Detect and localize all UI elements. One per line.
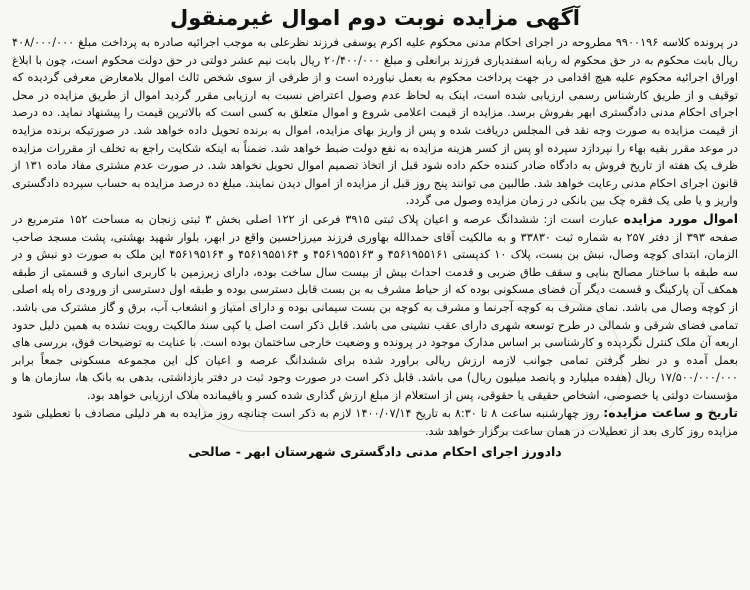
property-text: عبارت است از: ششدانگ عرصه و اعیان پلاک ثبتی ۳۹۱۵ فرعی از ۱۲۲ اصلی بخش ۳ ثبتی زنجان به مساحت ۱۵۲ مترمربع در صفحه ۳۹۳ از دفتر ۲۵۷ به شماره ثبت ۳۳۸۳۰ و به مالکیت آقای حمدالله بهاوری فرزند میرزاحسین واقع در ابهر، بلوار شهید بهشتی، پشت مسجد صاحب الزمان، ابتدای کوچه وصال، نبش بن بست، پلاک ۱۰ کدپستی ۴۵۶۱۹۵۵۱۶۱ و ۴۵۶۱۹۵۵۱۶۳ و ۴۵۶۱۹۵۵۱۶۴ و ۴۵۶۱۹۵۱۶۴ این ملک به صورت دو نبش و در سه طبقه با ساختار مصالح بنایی و سقف طاق ضربی و قدمت احداث بیش از بیست سال ساخت بوده، دارای زیرزمین با کاربری انباری و قسمتی از طبقه همکف آن پارکینگ و قسمت دیگر آن فضای مسکونی بوده که از حیاط مشرف به بن بست قابل دسترسی بوده و طبقه اول دسترسی از ورودی راه پله اصلی از کوچه وصال می باشد. نمای مشرف به کوچه آجرنما و مشرف به کوچه بن بست سیمانی بوده و دارای امتیاز و انشعاب آب، برق و گاز مشترک می باشد. تمامی فضای شرقی و شمالی در طرح توسعه شهری دارای عقب نشینی می باشد. قابل ذکر است اصل یا کپی سند مالکیت رویت نشده به همین دلیل حدود اربعه آن ملک کنترل نگردیده و کارشناسی بر اساس مدارک موجود در پرونده و وضعیت خارجی ساختمان بوده است. با عنایت به توضیحات فوق، بررسی های بعمل آمده و در نظر گرفتن تمامی جوانب لازمه ارزش ریالی براورد شده برای ششدانگ عرصه و اعیان کل این مجموعه مسکونی جمعاً برابر ۱۷/۵۰۰/۰۰۰/۰۰۰ ریال (هفده میلیارد و پانصد میلیون ریال) می باشد. قابل ذکر است در صورت وجود ثبت در دفتر بازداشتی، بدهی به بانک ها، سازمان ها و مؤسسات دولتی یا خصوصی، اشخاص حقیقی یا حقوقی، پس از استعلام از مبلغ ارزش گذاری شده کسر و باقیمانده ملاک ارزیابی خواهد بود. (12, 212, 738, 402)
date-text: روز چهارشنبه ساعت ۸ تا ۸:۳۰ به تاریخ ۱۴۰۰/۰۷/۱۴ لازم به ذکر است چنانچه روز مزایده به هر دلیلی مصادف با تعطیلی شود مزایده روز کاری بعد از تعطیلات در همان ساعت برگزار خواهد شد. (12, 407, 738, 439)
date-label: تاریخ و ساعت مزایده: (603, 405, 739, 421)
signature-line: دادورز اجرای احکام مدنی دادگستری شهرستان ابهر - صالحی (188, 443, 562, 459)
property-label: اموال مورد مزایده (623, 210, 738, 226)
intro-paragraph: در پرونده کلاسه ۹۹۰۰۱۹۶ مطروحه در اجرای احکام مدنی محکوم علیه اکرم یوسفی فرزند نظرعلی به موجب اجرائیه صادره به پرداخت مبلغ ۴۰۸/۰۰۰/۰۰۰ ریال بابت محکوم به در حق محکوم له ربابه اسفندیاری فرزند برانعلی و مبلغ ۲۰/۴۰۰/۰۰۰ ریال بابت نیم عشر دولتی در حق دولت محکوم است، چون با ابلاغ اوراق اجرائیه محکوم علیه هیچ اقدامی در جهت پرداخت محکوم به بعمل نیاورده است و از طرفی از سوی شخص ثالث اموال بلامعارض معرفی گردیده که توقیف و از طریق کارشناس رسمی ارزیابی شده است، اینک به لحاظ عدم وصول اعتراض نسبت به ارزیابی مقرر گردید اموال از طریق مزایده در محل اجرای احکام مدنی دادگستری ابهر بفروش برسد. مزایده از قیمت اعلامی شروع و اموال متعلق به کسی است که بالاترین قیمت را پیشنهاد نماید. ده درصد از قیمت مزایده به صورت وجه نقد فی المجلس دریافت شده و پس از واریز بهای مزایده، اموال به برنده تحویل داده خواهد شد. در صورتیکه برنده مزایده در موعد مقرر بقیه بهاء را نپردازد سپرده او پس از کسر هزینه مزایده به نفع دولت ضبط خواهد شد. ضمناً به اینکه شکایت راجع به تخلف از مقررات مزایده ظرف یک هفته از تاریخ فروش به دادگاه صادر کننده حکم داده شود قبل از اتخاذ تصمیم اموال تحویل نخواهد شد. در صورت عدم مشتری مفاد ماده ۱۳۱ از قانون اجرای احکام مدنی رعایت خواهد شد. طالبین می توانند پنج روز قبل از مزایده از اموال دیدن نمایند. مبلغ ده درصد مزایده به حساب سپرده دادگستری واریز و یا طی یک فقره چک بین بانکی در زمان مزایده وصول می گردد. (12, 36, 738, 208)
date-paragraph (12, 404, 738, 440)
property-paragraph (12, 210, 738, 405)
notice-title: آگهی مزایده نوبت دوم اموال غیرمنقول (170, 6, 580, 30)
